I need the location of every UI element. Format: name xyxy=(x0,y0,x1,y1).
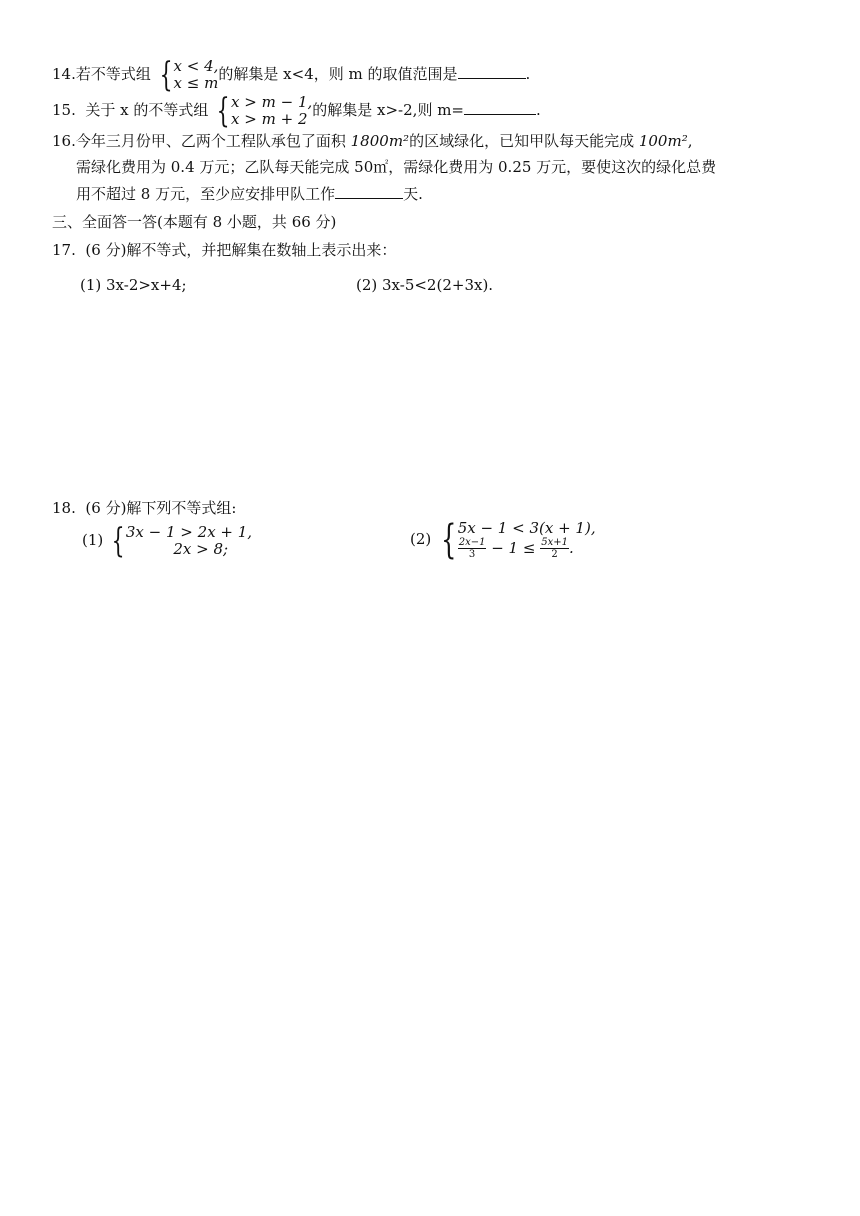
question-14 xyxy=(52,55,531,95)
part-2-text: (2) 3x-5<2(2+3x). xyxy=(356,276,494,294)
question-prefix: 若不等式组 xyxy=(75,65,151,83)
question-17 xyxy=(52,240,396,260)
system-line-1: 3x − 1 > 2x + 1, xyxy=(125,523,253,541)
fraction xyxy=(458,537,487,560)
inequality-system xyxy=(103,521,253,561)
question-number: 18. xyxy=(52,499,76,517)
rate-value: 100m² xyxy=(638,132,688,150)
question-text: (6 分)解不等式，并把解集在数轴上表示出来： xyxy=(85,241,397,259)
system-line-1: x < 4, xyxy=(173,57,219,75)
question-18-part-2 xyxy=(410,517,596,563)
question-text: 用不超过 8 万元，至少应安排甲队工作 xyxy=(76,185,336,203)
inequality-system xyxy=(208,91,313,131)
fraction-denominator: 3 xyxy=(468,549,476,560)
question-18-part-1 xyxy=(82,521,253,561)
answer-blank[interactable] xyxy=(464,100,536,115)
inequality-middle: − 1 ≤ xyxy=(486,539,541,557)
system-line-1: 5x − 1 < 3(x + 1), xyxy=(457,519,596,537)
part-label: (1) xyxy=(82,531,104,549)
inequality-system xyxy=(431,517,596,563)
question-15 xyxy=(52,91,541,131)
question-middle-text: 的解集是 x>-2,则 m= xyxy=(312,101,465,119)
question-number: 17. xyxy=(52,241,76,259)
fraction-denominator: 2 xyxy=(551,549,558,560)
left-brace: { xyxy=(111,521,125,561)
question-middle-text: 的解集是 x<4，则 m 的取值范围是 xyxy=(218,65,458,83)
left-brace: { xyxy=(159,55,173,95)
question-17-part-1 xyxy=(80,275,187,295)
question-text: , xyxy=(687,132,693,150)
area-value: 1800m² xyxy=(350,132,410,150)
question-number: 14. xyxy=(52,65,76,83)
question-number: 15. xyxy=(52,101,76,119)
question-end: . xyxy=(536,101,541,119)
line-end: . xyxy=(568,539,574,557)
question-17-part-2 xyxy=(356,275,493,295)
question-number: 16. xyxy=(52,132,76,150)
system-line-2: x ≤ m xyxy=(173,74,219,92)
answer-blank[interactable] xyxy=(458,64,526,79)
question-text: 需绿化费用为 0.4 万元；乙队每天能完成 50㎡，需绿化费用为 0.25 万元，要使这次的绿化总费 xyxy=(76,158,717,176)
left-brace: { xyxy=(217,91,231,131)
system-line-2: 2x > 8; xyxy=(173,540,229,558)
system-line-1: x > m − 1, xyxy=(231,93,313,111)
part-label: (2) xyxy=(410,530,432,548)
fraction-numerator: 5x+1 xyxy=(541,537,568,548)
question-16-line-1 xyxy=(52,131,693,151)
fraction-numerator: 2x−1 xyxy=(458,537,486,548)
question-text: 今年三月份甲、乙两个工程队承包了面积 xyxy=(75,132,351,150)
question-prefix: 关于 x 的不等式组 xyxy=(85,101,209,119)
section-title: 三、全面答一答(本题有 8 小题，共 66 分) xyxy=(52,213,337,231)
question-text: 的区域绿化，已知甲队每天能完成 xyxy=(409,132,639,150)
fraction xyxy=(540,537,569,560)
section-3-heading xyxy=(52,212,336,232)
question-16-line-3 xyxy=(76,184,423,204)
question-end: . xyxy=(525,65,531,83)
left-brace: { xyxy=(441,517,457,563)
answer-blank[interactable] xyxy=(335,184,403,199)
question-18 xyxy=(52,498,236,518)
question-16-line-2 xyxy=(76,157,716,177)
part-1-text: (1) 3x-2>x+4; xyxy=(80,276,187,294)
question-text: (6 分)解下列不等式组: xyxy=(85,499,237,517)
question-text: 天. xyxy=(403,185,423,203)
system-line-2 xyxy=(458,537,596,560)
system-line-2: x > m + 2 xyxy=(231,110,308,128)
inequality-system xyxy=(151,55,219,95)
